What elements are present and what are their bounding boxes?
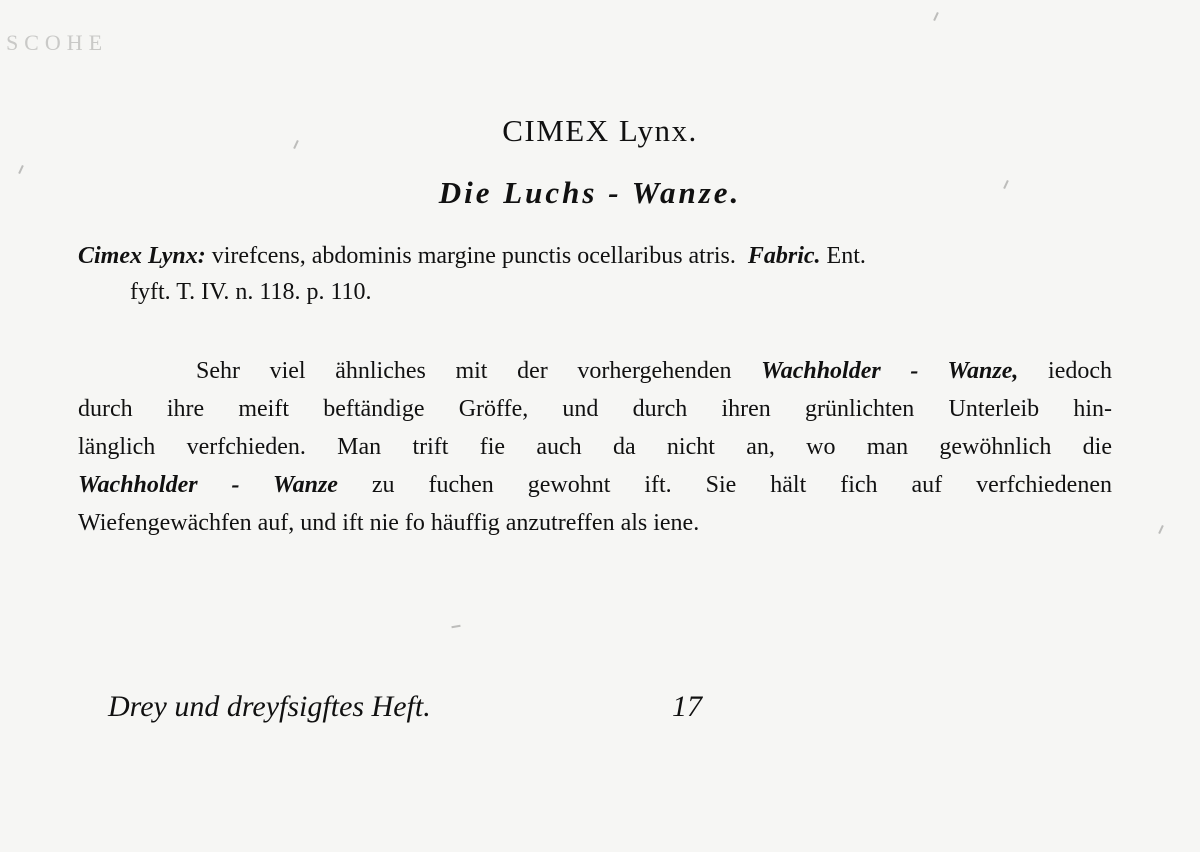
body-line [78, 352, 1112, 390]
footer-signature: Drey und dreyfsigftes Heft. [108, 690, 431, 723]
body-line [78, 466, 1112, 504]
page-title: CIMEX Lynx. [502, 113, 698, 148]
body-paragraph [78, 352, 1112, 542]
body-text-segment: länglich verfchieden. Man trift fie auch da nicht an, wo man gewöhnlich die [78, 434, 1112, 460]
paper-speck [1158, 525, 1164, 534]
citation-author: Fabric. [747, 243, 821, 269]
citation-work: Ent. [820, 243, 866, 269]
bleed-through-text: ƎHOƆƧ [0, 30, 103, 55]
citation-name: Cimex Lynx: [78, 243, 206, 269]
body-italic-segment: Wachholder - Wanze, [761, 358, 1019, 384]
paper-speck [18, 165, 24, 174]
footer-page-number: 17 [672, 690, 702, 723]
body-text-segment: Wiefengewächfen auf, und ift nie fo häuffig anzutreffen als iene. [78, 510, 700, 536]
body-line [78, 504, 1112, 542]
body-line [78, 428, 1112, 466]
citation-description: virefcens, abdominis margine punctis ocellaribus atris. [205, 243, 736, 269]
body-line [78, 390, 1112, 428]
body-italic-segment: Wachholder - Wanze [78, 472, 338, 498]
paper-speck [451, 625, 460, 629]
page-subtitle: Die Luchs - Wanze. [438, 175, 742, 210]
body-text-segment: iedoch [1018, 358, 1112, 384]
body-text-segment: Sehr viel ähnliches mit der vorhergehenden [196, 358, 762, 384]
species-citation [78, 238, 1118, 310]
body-text-segment: durch ihre meift beftändige Gröffe, und durch ihren grünlichten Unterleib hin- [78, 396, 1112, 422]
paper-speck [933, 12, 939, 21]
body-text-segment: zu fuchen gewohnt ift. Sie hält fich auf verfchiedenen [337, 472, 1112, 498]
citation-reference: fyft. T. IV. n. 118. p. 110. [130, 279, 372, 305]
